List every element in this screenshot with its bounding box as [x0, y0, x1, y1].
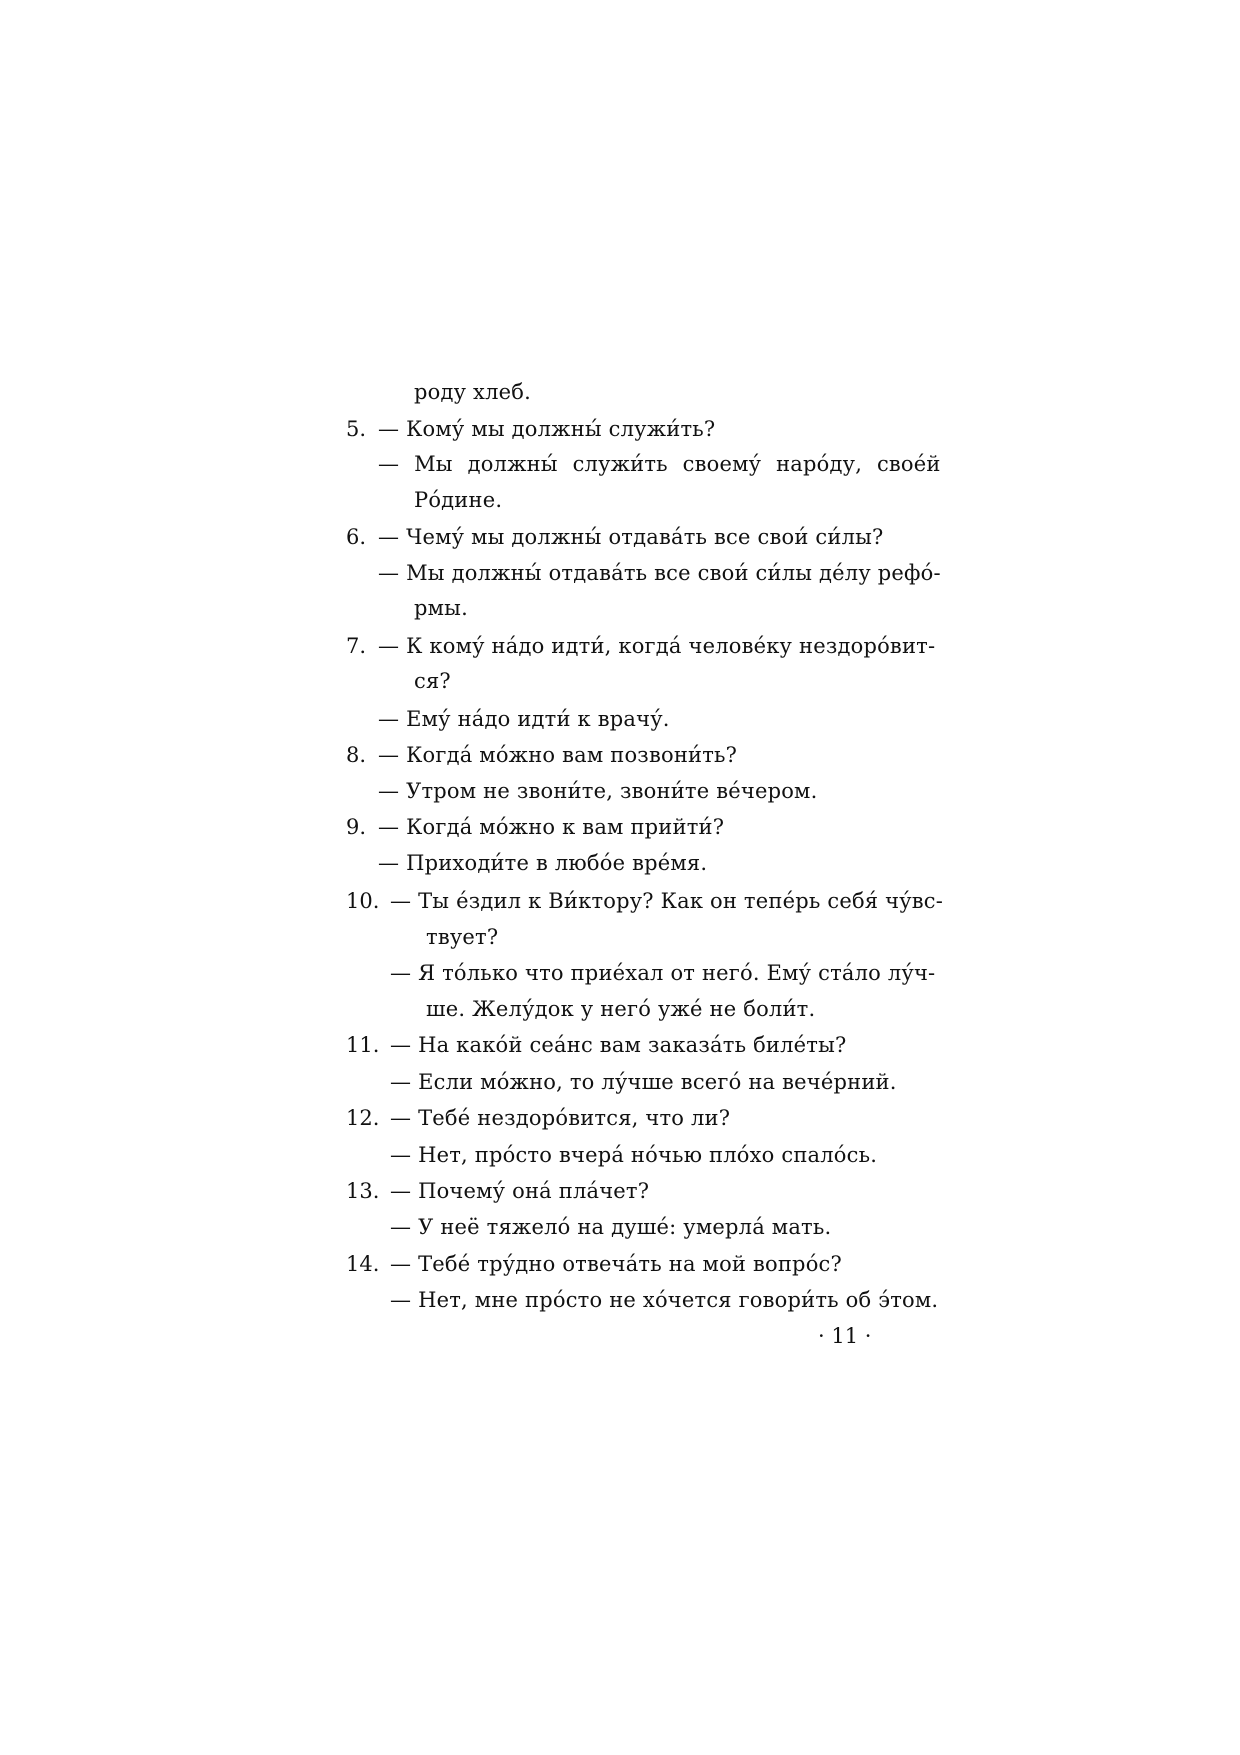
question-line: — К кому́ на́до идти́, когда́ челове́ку нездоро́вит-	[378, 634, 936, 658]
question-line: — Когда́ мо́жно вам позвони́ть?	[378, 743, 738, 767]
question-line: — Ты е́здил к Ви́ктору? Как он тепе́рь себя́ чу́вс-	[390, 889, 944, 913]
item-number: 9.	[346, 815, 367, 839]
item-number: 14.	[346, 1252, 380, 1276]
answer-line: Ро́дине.	[414, 488, 503, 512]
answer-line: — Нет, про́сто вчера́ но́чью пло́хо спало́сь.	[390, 1143, 878, 1167]
lead-line: роду хлеб.	[414, 380, 531, 404]
question-line: — Тебе́ нездоро́вится, что ли?	[390, 1106, 731, 1130]
question-line: ся?	[414, 669, 451, 693]
answer-line: — Если мо́жно, то лу́чше всего́ на вече́рний.	[390, 1070, 897, 1094]
item-number: 7.	[346, 634, 367, 658]
question-line: — Кому́ мы должны́ служи́ть?	[378, 417, 716, 441]
item-number: 8.	[346, 743, 367, 767]
question-line: — Тебе́ тру́дно отвеча́ть на мой вопро́с?	[390, 1252, 842, 1276]
answer-line: — Приходи́те в любо́е вре́мя.	[378, 851, 708, 875]
answer-line: — У неё тяжело́ на душе́: умерла́ мать.	[390, 1215, 832, 1239]
answer-line: — Я то́лько что прие́хал от него́. Ему́ ста́ло лу́ч-	[390, 961, 936, 985]
question-line: твует?	[426, 925, 499, 949]
answer-line: ше. Желу́док у него́ уже́ не боли́т.	[426, 997, 816, 1021]
answer-line: — Нет, мне про́сто не хо́чется говори́ть об э́том.	[390, 1288, 939, 1312]
item-number: 10.	[346, 889, 380, 913]
answer-line: — Мы должны́ служи́ть своему́ наро́ду, свое́й	[378, 452, 941, 476]
question-line: — Когда́ мо́жно к вам прийти́?	[378, 815, 725, 839]
answer-line: — Ему́ на́до идти́ к врачу́.	[378, 707, 670, 731]
question-line: — Почему́ она́ пла́чет?	[390, 1179, 650, 1203]
question-line: — Чему́ мы должны́ отдава́ть все свои́ си́лы?	[378, 525, 884, 549]
item-number: 5.	[346, 417, 367, 441]
answer-line: рмы.	[414, 596, 468, 620]
answer-line: — Утром не звони́те, звони́те ве́чером.	[378, 779, 818, 803]
item-number: 12.	[346, 1106, 380, 1130]
item-number: 11.	[346, 1033, 380, 1057]
item-number: 6.	[346, 525, 367, 549]
page-number: · 11 ·	[818, 1324, 872, 1348]
item-number: 13.	[346, 1179, 380, 1203]
question-line: — На како́й сеа́нс вам заказа́ть биле́ты?	[390, 1033, 847, 1057]
answer-line: — Мы должны́ отдава́ть все свои́ си́лы де́лу рефо́-	[378, 561, 941, 585]
